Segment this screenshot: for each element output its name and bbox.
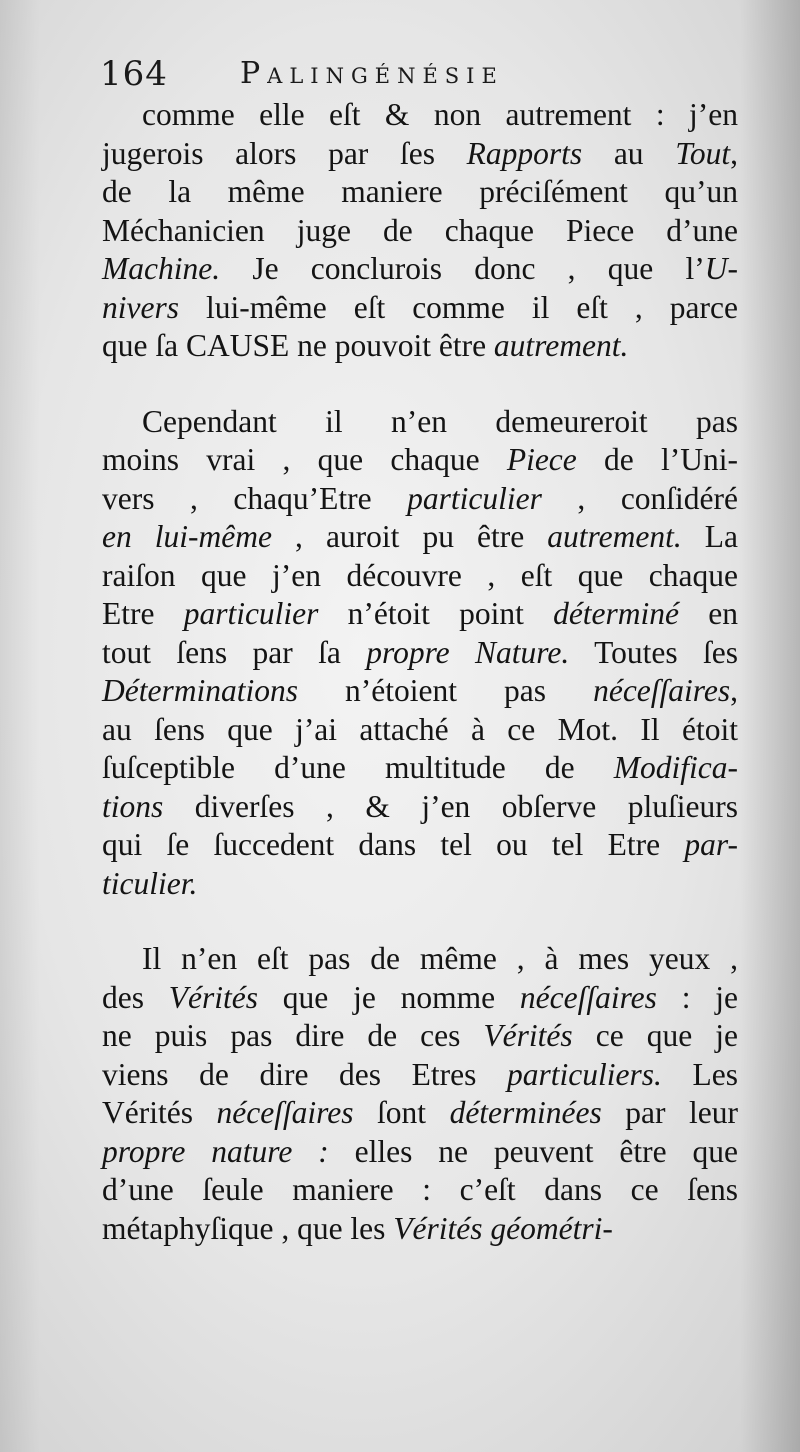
italic-text: propre Nature. [366,634,570,670]
text-span: tout ſens par ſa [102,634,367,670]
italic-text: particulier [407,480,542,516]
text-line [102,480,738,519]
text-span: Toutes ſes [569,634,738,670]
italic-text: ticulier. [102,865,198,901]
italic-text: autrement. [547,519,682,554]
italic-text: tions [102,788,164,824]
text-span: Vérités [102,1095,217,1130]
italic-text: propre nature : [102,1133,329,1169]
text-line [102,826,738,865]
text-span: métaphyſique , que les [102,1210,394,1246]
text-span: , conſidéré [541,480,738,516]
text-line [102,212,738,251]
text-span: d’une ſeule maniere : c’eſt dans ce ſens [102,1172,738,1207]
italic-text: néceſſaires [216,1095,354,1130]
text-line [102,557,738,596]
italic-text: Rapports [466,135,583,171]
text-span: raiſon que j’en découvre , eſt que chaque [102,557,738,593]
text-span: que je nomme [258,979,520,1015]
italic-text: Vérités [168,979,259,1015]
text-span: diverſes , & j’en obſerve pluſieurs [163,788,738,824]
text-span: vers , chaqu’Etre [102,480,408,516]
text-span: au [582,135,676,171]
page-header [100,48,740,94]
text-line [102,788,738,827]
text-line [102,595,738,634]
italic-text: particulier [183,596,319,631]
text-span: La [681,519,738,554]
italic-text: Vérités [483,1018,573,1053]
text-span: ne puis pas dire de ces [102,1018,484,1053]
text-span: Je conclurois donc , que l’ [220,251,705,286]
text-span: que ſa CAUSE ne pouvoit être [102,328,494,363]
text-line [102,940,738,979]
gutter-shadow [0,0,40,1452]
text-line [102,1171,738,1210]
text-span: jugerois alors par ſes [102,135,467,171]
italic-text: Piece [506,442,577,477]
paragraph [102,940,738,1248]
text-span: au ſens que j’ai attaché à ce Mot. Il étoit [102,711,738,747]
text-line [102,135,738,174]
text-line [102,1094,738,1133]
text-span: Il n’en eſt pas de même , à mes yeux , [142,941,738,976]
text-span: ſuſceptible d’une multitude de [102,750,614,785]
italic-text: U- [704,251,738,286]
text-line [102,173,738,212]
text-span: , [730,135,738,171]
text-line [102,711,738,750]
text-line [102,441,738,480]
italic-text: Vérités géométri- [393,1210,613,1246]
text-span: de la même maniere préciſément qu’un [102,174,738,209]
text-span: Les [661,1056,738,1092]
italic-text: néceſſaires [519,979,657,1015]
text-line [102,865,738,904]
text-span: Méchanicien juge de chaque Piece d’une [102,212,738,248]
italic-text: déterminées [449,1095,602,1130]
text-line [102,289,738,328]
text-span: lui-même eſt comme il eſt , parce [178,289,738,325]
italic-text: néceſſaires [593,673,731,708]
text-span: ce que je [572,1018,738,1053]
text-span: elles ne peuvent être que [328,1133,738,1169]
text-span: n’étoit point [318,596,554,631]
italic-text: nivers [102,289,179,325]
text-span: : je [656,979,738,1015]
text-line [102,250,738,289]
italic-text: Déterminations [102,673,298,708]
text-span: viens de dire des Etres [102,1056,508,1092]
text-line [102,403,738,442]
text-span: Etre [102,596,184,631]
text-span: , auroit pu être [271,519,548,554]
body-text [102,96,738,1248]
text-span: n’étoient pas [297,673,594,708]
page-number: 164 [100,54,168,94]
text-span: comme elle eſt & non autrement : j’en [142,97,738,132]
text-span: Cependant il n’en demeureroit pas [142,403,738,439]
italic-text: déterminé [553,596,680,631]
text-line [102,327,738,366]
text-span: qui ſe ſuccedent dans tel ou tel Etre [102,827,685,862]
text-line [102,749,738,788]
italic-text: Machine. [102,251,221,286]
text-line [102,979,738,1018]
text-span: , [730,673,738,708]
text-line [102,1133,738,1172]
italic-text: en lui-même [102,519,272,554]
text-line [102,1017,738,1056]
text-span: ſont [353,1095,450,1130]
italic-text: autrement. [493,328,629,363]
text-span: des [102,979,169,1015]
text-span: par leur [601,1095,738,1130]
text-span: de l’Uni- [576,442,738,477]
text-line [102,634,738,673]
text-span: en [679,596,738,631]
page-edge-shadow [740,0,800,1452]
italic-text: Tout [675,135,731,171]
text-line [102,1056,738,1095]
italic-text: particuliers. [507,1056,662,1092]
italic-text: Modifica- [613,750,738,785]
running-title: Palingénésie [240,56,504,91]
paragraph [102,403,738,904]
text-line [102,1210,738,1249]
italic-text: par- [684,827,738,862]
text-line [102,672,738,711]
text-span: moins vrai , que chaque [102,442,507,477]
text-line [102,96,738,135]
text-line [102,518,738,557]
paragraph [102,96,738,366]
